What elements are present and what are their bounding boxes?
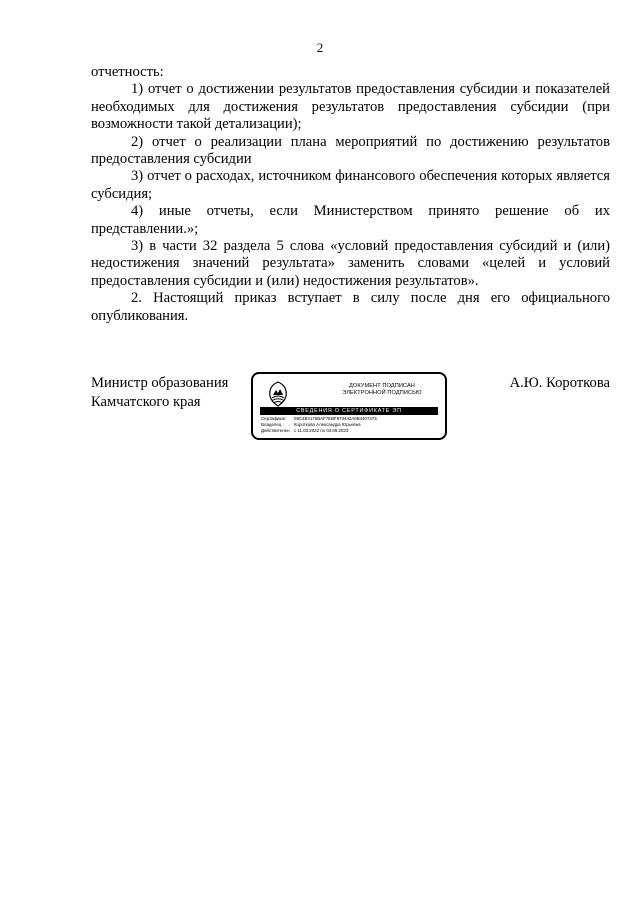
- stamp-title-line-1: ДОКУМЕНТ ПОДПИСАН: [349, 383, 415, 389]
- signatory-name: А.Ю. Короткова: [509, 375, 610, 391]
- stamp-title: [323, 383, 441, 397]
- certificate-header: СВЕДЕНИЯ О СЕРТИФИКАТЕ ЭП: [260, 407, 438, 415]
- certificate-row-value: 08C4B4176BAF7EBF873442A0B4407475: [294, 416, 377, 421]
- paragraph: 2. Настоящий приказ вступает в силу после дня его официального опубликования.: [91, 290, 610, 324]
- certificate-row-label: Действителен: [261, 428, 290, 433]
- paragraph: 4) иные отчеты, если Министерством принято решение об их представлении.»;: [91, 203, 610, 237]
- coat-of-arms-icon: [267, 381, 289, 407]
- signatory-position-line-2: Камчатского края: [91, 394, 201, 410]
- certificate-row-value: Короткова Александра Юрьевна: [294, 422, 361, 427]
- electronic-signature-stamp: [251, 372, 447, 440]
- paragraph: 2) отчет о реализации плана мероприятий по достижению результатов предоставления субсидии: [91, 133, 610, 168]
- certificate-row: [261, 428, 443, 434]
- certificate-row-label: Владелец: [261, 422, 282, 427]
- signatory-position-line-1: Министр образования: [91, 375, 229, 391]
- certificate-details: [261, 416, 443, 434]
- certificate-row-value: с 11.03.2022 по 04.06.2023: [294, 428, 349, 433]
- paragraph: 3) в части 32 раздела 5 слова «условий предоставления субсидий и (или) недостижения значений результата» заменить словами «целей и условий предоставления субсидии и (или) недостижения результатов».: [91, 238, 610, 289]
- certificate-row-label: Сертификат: [261, 416, 286, 421]
- document-body: [91, 64, 610, 325]
- stamp-title-line-2: ЭЛЕКТРОННОЙ ПОДПИСЬЮ: [342, 390, 422, 396]
- paragraph: отчетность:: [91, 64, 164, 80]
- paragraph: 1) отчет о достижении результатов предоставления субсидии и показателей необходимых для достижения результатов предоставления субсидии (при возможности такой детализации);: [91, 81, 610, 133]
- signatory-position: [91, 374, 228, 412]
- paragraph: 3) отчет о расходах, источником финансового обеспечения которых является субсидия;: [91, 168, 610, 202]
- page-number: 2: [316, 40, 324, 55]
